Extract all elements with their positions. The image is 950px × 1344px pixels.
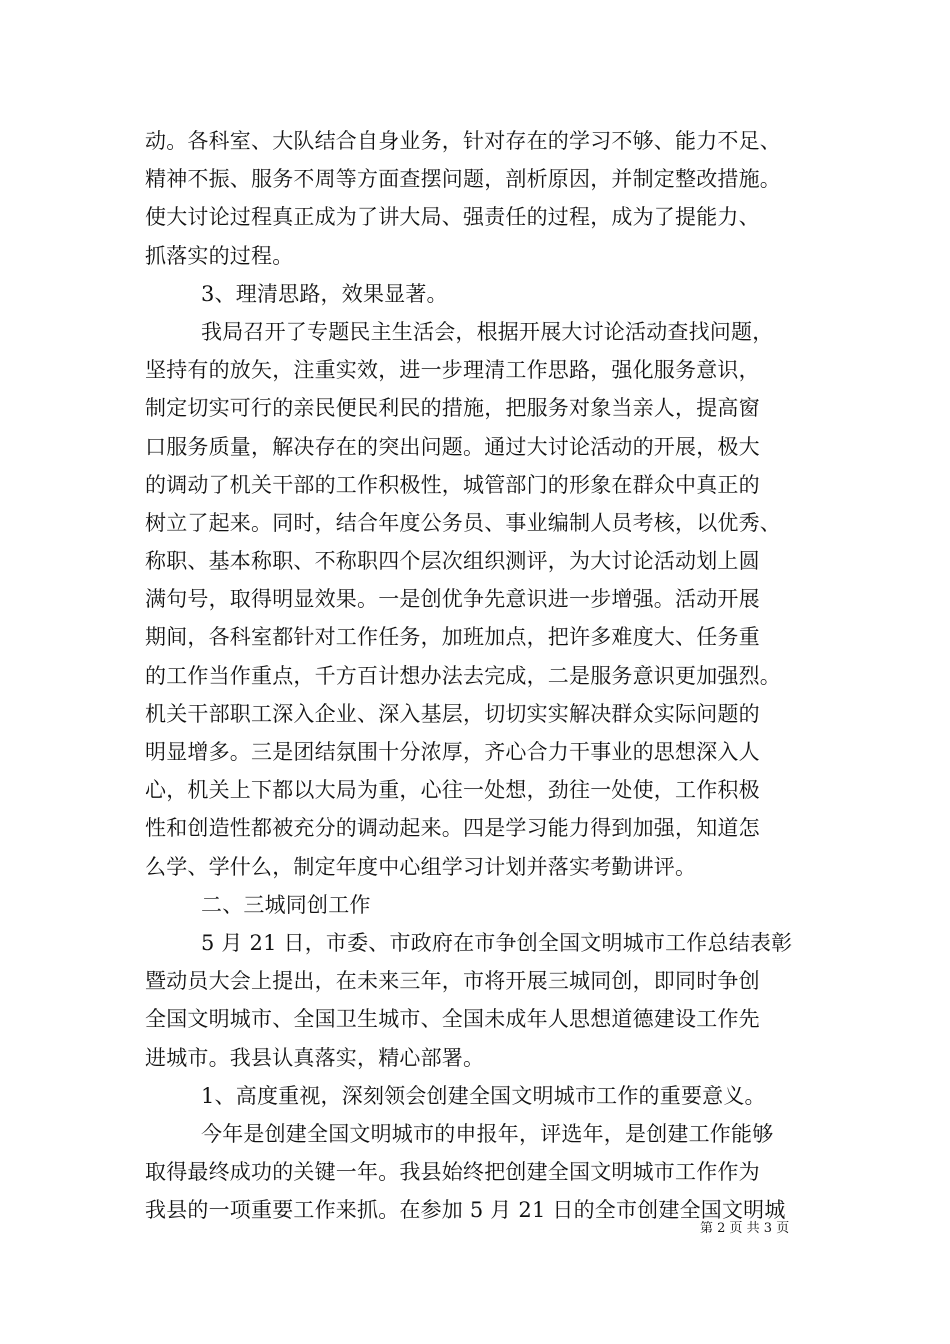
text-line: 全国文明城市、全国卫生城市、全国未成年人思想道德建设工作先 <box>145 1007 760 1032</box>
text-line: 明显增多。三是团结氛围十分浓厚，齐心合力干事业的思想深入人 <box>145 740 760 764</box>
text-line: 满句号，取得明显效果。一是创优争先意识进一步增强。活动开展 <box>145 587 760 612</box>
text-line: 制定切实可行的亲民便民利民的措施，把服务对象当亲人，提高窗 <box>145 396 760 421</box>
text-line: 口服务质量，解决存在的突出问题。通过大讨论活动的开展，极大 <box>145 434 760 459</box>
text-line: 使大讨论过程真正成为了讲大局、强责任的过程，成为了提能力、 <box>145 205 760 230</box>
text-line: 进城市。我县认真落实，精心部署。 <box>145 1045 485 1070</box>
text-line: 的调动了机关干部的工作积极性，城管部门的形象在群众中真正的 <box>145 472 760 497</box>
text-line: 么学、学什么，制定年度中心组学习计划并落实考勤讲评。 <box>145 854 697 879</box>
section-heading: 二、三城同创工作 <box>201 892 371 917</box>
text-line: 动。各科室、大队结合自身业务，针对存在的学习不够、能力不足、 <box>145 129 781 153</box>
text-line: 树立了起来。同时，结合年度公务员、事业编制人员考核，以优秀、 <box>145 510 781 535</box>
text-line: 5 月 21 日，市委、市政府在市争创全国文明城市工作总结表彰 <box>201 930 793 955</box>
text-line: 暨动员大会上提出，在未来三年，市将开展三城同创，即同时争创 <box>145 969 760 994</box>
text-line: 坚持有的放矢，注重实效，进一步理清工作思路，强化服务意识， <box>145 358 760 383</box>
text-line: 心，机关上下都以大局为重，心往一处想，劲往一处使，工作积极 <box>145 778 760 803</box>
section-heading: 1、高度重视，深刻领会创建全国文明城市工作的重要意义。 <box>201 1083 766 1108</box>
text-line: 的工作当作重点，千方百计想办法去完成，二是服务意识更加强烈。 <box>145 663 781 688</box>
document-body <box>145 122 813 1229</box>
text-line: 我局召开了专题民主生活会，根据开展大讨论活动查找问题， <box>201 319 774 344</box>
page-number: 第 2 页 共 3 页 <box>700 1221 790 1236</box>
text-line: 称职、基本称职、不称职四个层次组织测评，为大讨论活动划上圆 <box>145 549 760 574</box>
text-line: 取得最终成功的关键一年。我县始终把创建全国文明城市工作作为 <box>145 1160 760 1185</box>
text-line: 我县的一项重要工作来抓。在参加 5 月 21 日的全市创建全国文明城 <box>145 1198 786 1223</box>
text-line: 今年是创建全国文明城市的申报年，评选年，是创建工作能够 <box>201 1121 774 1146</box>
section-heading: 3、理清思路，效果显著。 <box>201 281 448 306</box>
text-line: 机关干部职工深入企业、深入基层，切切实实解决群众实际问题的 <box>145 701 760 726</box>
text-line: 性和创造性都被充分的调动起来。四是学习能力得到加强，知道怎 <box>145 816 760 841</box>
text-line: 精神不振、服务不周等方面查摆问题，剖析原因，并制定整改措施。 <box>145 167 781 192</box>
text-line: 抓落实的过程。 <box>145 243 294 268</box>
text-line: 期间，各科室都针对工作任务，加班加点，把许多难度大、任务重 <box>145 625 760 650</box>
